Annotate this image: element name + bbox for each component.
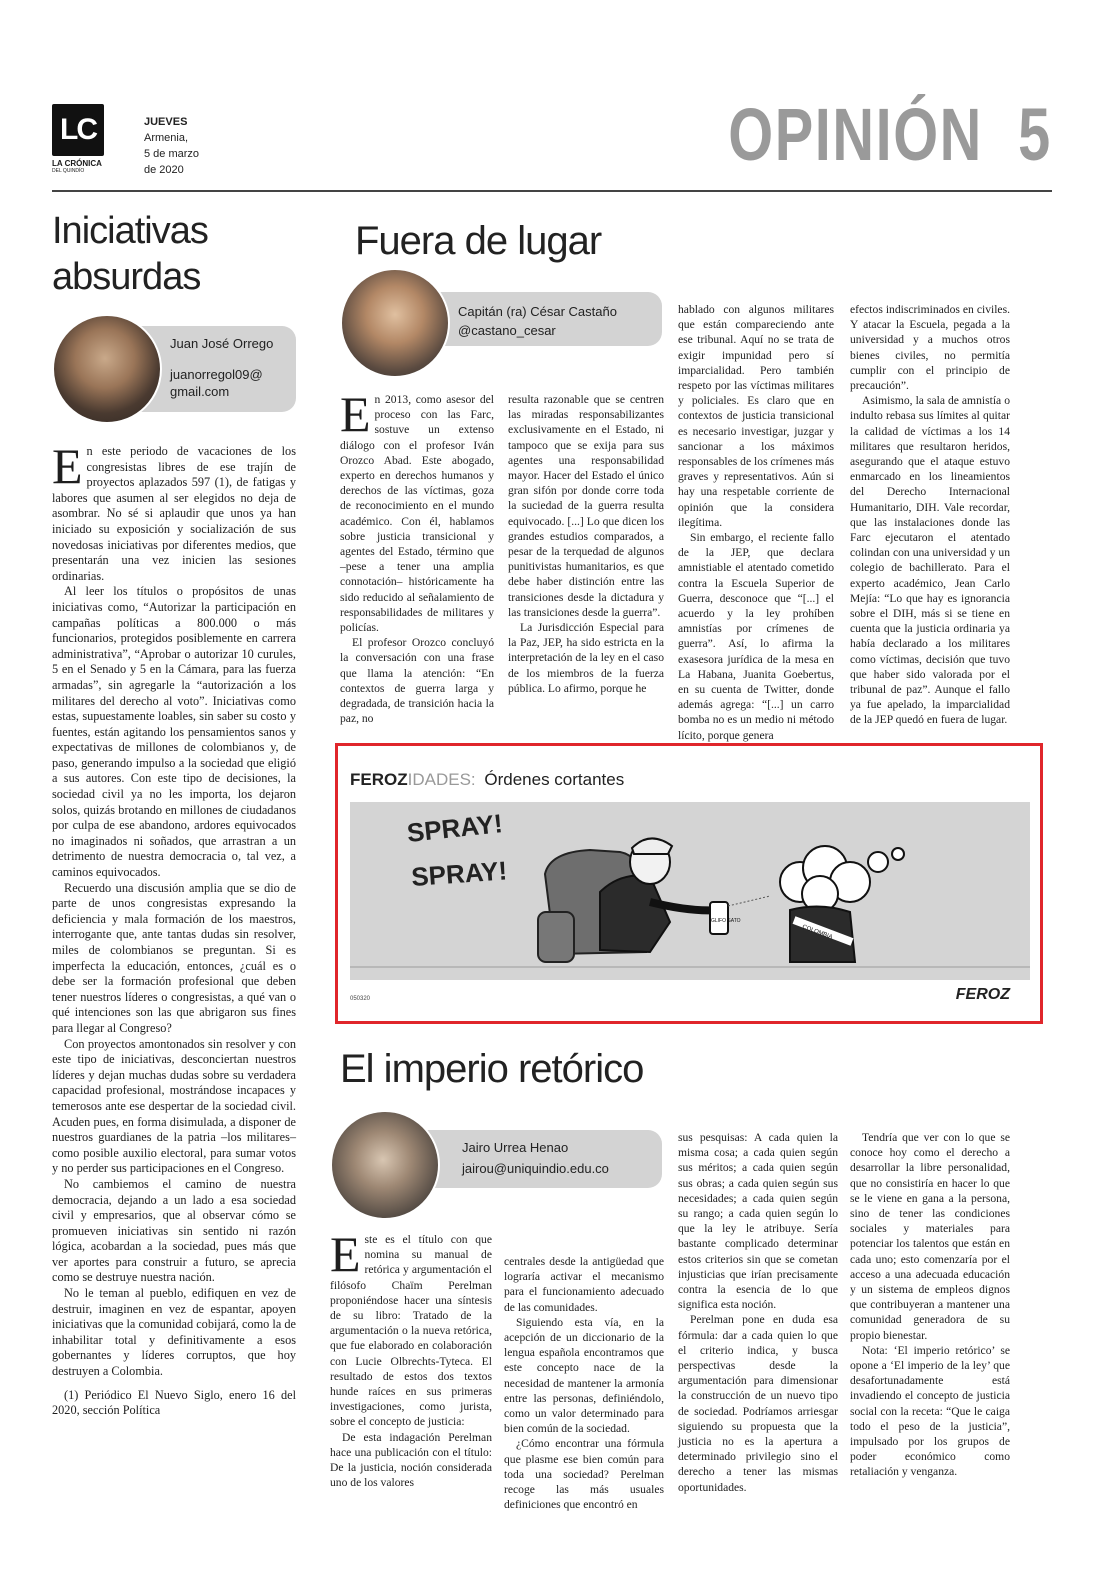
drop-cap: E [340,386,371,442]
author-photo [340,268,450,378]
drop-cap: E [52,438,83,494]
article-column-3 [678,302,834,743]
spray-bottle-label: GLIFO SATO [711,918,741,924]
author-email-line-2: gmail.com [170,384,230,399]
paragraph: Nota: ‘El imperio retórico’ se opone a ‘El imperio de la ley’ que desafortunadamente está invadiendo el concepto de justicia social con la receta: “Que le caiga todo el peso de la justicia”, impulsado por los grupos de poder económico como retaliación y venganza. [850,1343,1010,1479]
paragraph: Al leer los títulos o propósitos de unas iniciativas como, “Autorizar la participación en campañas políticas a 800.000 o más funcionarios, protegidos posiblemente en carrera administrativa”, “Aprobar o autorizar 10 curules, 5 en el Senado y 5 en la Cámara, para las fuerza armadas”, sin agregarle la “autorización a los militares del derecho al voto”. Iniciativas como estas, supuestamente loables, sin saber su costo y fuentes, están agitando los pensamientos sanos y expectativas de millones de colombianos y, de paso, generando impulso a la sociedad que eligió a sus autores. Con este tipo de decisiones, la sociedad civil ya no les importa, los dejaron solos, quizás brotando en millones de ciudadanos por culpa de ese abandono, ardores equivocados no imaginados ni soñados, que arrastran a un detrimento de nuestra democracia o, tal vez, a caminos equivocados. [52,584,296,880]
paragraph: En este periodo de vacaciones de los congresistas libres de ese trajín de proyectos aplazados 597 (1), de fatigas y labores que asumen al ser elegidos no deja de asombrar. No sé si aplaudir que unos ya han iniciado su exposición y socialización de sus novedosas iniciativas por diferentes medios, que presentarán una vez inicien las sesiones ordinarias. [52,438,296,583]
paragraph: De esta indagación Perelman hace una publicación con el título: De la justicia, noción considerada uno de los valores [330,1430,492,1490]
article-column-2 [504,1254,664,1512]
paragraph: Perelman pone en duda esa fórmula: dar a cada quien lo que el criterio indica, y busca perspectivas desde la argumentación para dimensionar la construcción de un nuevo tipo de sociedad. Podríamos arriesgar siguiendo su propuesta que la justicia no es la apertura a determinado privilegio sino el derecho a tener las mismas oportunidades. [678,1313,838,1494]
speech-spray-2: SPRAY! [410,855,509,892]
paragraph: Tendría que ver con lo que se conoce hoy como el derecho a desarrollar la libre personalidad, que no consistiría en hacer lo que se le viene en gana a la persona, sino de tener las condiciones sociales y materiales para potenciar los talentos que están en cada uno; esto comenzaría por el acceso a una adecuada educación y un sistema de empleos dignos que contribuyeran a mantener una comunidad generadora de su propio bienestar. [850,1131,1010,1342]
cartoon-caption: Órdenes cortantes [484,770,625,789]
cartoon-code: 050320 [350,996,371,1002]
article-body [52,438,296,1419]
cartoon-title [350,770,624,790]
cartoon-label-bold: FEROZ [350,770,408,789]
paragraph: centrales desde la antigüedad que lograría activar el mecanismo para el funcionamiento adecuado de las comunidades. [504,1255,664,1314]
dateline-day: JUEVES [144,116,188,128]
cartoon-label-light: IDADES: [407,770,476,789]
section-title: OPINIÓN 5 [728,93,1052,176]
author-block [330,1110,662,1220]
article-column-1 [330,1226,492,1490]
cartoon-frame [335,743,1043,1024]
article-title [52,208,296,300]
author-email-line-1: juanorregol09@ [170,367,263,382]
cartoonist-signature: FEROZ [955,986,1010,1003]
paragraph: hablado con algunos militares que están compareciendo ante ese tribunal. Aquí no se trata de exigir impunidad pero sí imparcialidad. Pero también respeto por las víctimas militares y policiales. Es claro que en contextos de justicia transicional es necesario investigar, juzgar y sancionar a los máximos responsables de los crímenes más graves y representativos. Aún si hay una respetable corriente de opinión que la considera ilegítima. [678,303,834,529]
article-column-4 [850,1130,1010,1480]
dateline-date-1: 5 de marzo [144,148,200,160]
article-iniciativas-absurdas [52,208,296,1419]
drop-cap: E [330,1226,361,1282]
author-block [340,268,662,378]
paragraph: Este es el título con que nomina su manual de retórica y argumentación el filósofo Chaïm Perelman proponiéndose hacer una síntesis de su libro: Tratado de la argumentación o la nueva retórica, que fue elaborado en colaboración con Lucie Olbrechts-Tyteca. El resultado de estos dos textos hunde raíces en sus primeras investigaciones, como jurista, sobre el concepto de justicia: [330,1226,492,1429]
dateline-date-2: de 2020 [144,164,184,176]
dateline-city: Armenia, [144,132,189,144]
article-column-4 [850,302,1010,728]
article-title: El imperio retórico [340,1047,644,1091]
paragraph: Siguiendo esta vía, en la acepción de un diccionario de la lengua española encontramos que este concepto nace de la necesidad de mantener la armonía entre las personas, definiéndolo, como un valor determinado para bien común de la sociedad. [504,1315,664,1436]
author-photo [330,1110,440,1220]
logo-name: LA CRÓNICA [52,159,102,168]
author-block [52,314,296,424]
paragraph: No cambiemos el camino de nuestra democracia, dejando a un lado a esa sociedad civil y empresarios, que al observar cómo se promueven iniciativas sin sentido ni razón lógica, acobardan a la sociedad, pues más que ver aportes para construir a futuro, se aprecia como se destruye nuestra nación. [52,1176,296,1285]
author-name: Juan José Orrego [170,336,274,351]
sash-label: COLOMBIA [801,924,834,941]
author-handle[interactable]: @castano_cesar [458,323,556,338]
paragraph: Asimismo, la sala de amnistía o indulto rebasa sus límites al quitar la calidad de víctimas a los 14 militares que resultaron heridos, asegurando que el ataque estuvo enmarcado en los lineamientos del Derecho Internacional Humanitario, DIH. Vale recordar, que las instalaciones donde las Farc ejecutaron el atentado colindan con una universidad y un colegio de bachillerato. Para el experto académico, Jean Carlo Mejía: “Lo que hay es ignorancia sobre el DIH, más si se tiene en cuenta que la justicia ordinaria ya había declarado a los militares como víctimas, decisión que tuvo que haber sido valorada por el tribunal de paz”. Aunque el fallo ya fue apelado, la imparcialidad de la JEP quedó en fuera de lugar. [850,394,1010,727]
author-name: Capitán (ra) César Castaño [458,304,617,319]
paragraph: En 2013, como asesor del proceso con las Farc, sostuve un extenso diálogo con el profesor Iván Orozco Abad. Este abogado, experto en derechos humanos y derechos de las víctimas, goza de reconocimiento en el mundo académico. Con él, hablamos sobre justicia transicional y agentes del Estado, término que –pese a tener una amplia connotación– históricamente ha sido reducido al señalamiento de responsabilidades de militares y policías. [340,386,494,635]
footnote: (1) Periódico El Nuevo Siglo, enero 16 del 2020, sección Política [52,1387,296,1418]
paragraph: No le teman al pueblo, edifiquen en vez de destruir, imaginen en vez de espantar, apoyen iniciativas que la comunidad cobijará, como la de inhabilitar total y definitivamente a esos gobernantes y líderes corruptos, que hoy destruyen a Colombia. [52,1286,296,1379]
article-column-2 [508,392,664,696]
author-name: Jairo Urrea Henao [462,1140,569,1155]
article-column-3 [678,1130,838,1495]
paragraph: resulta razonable que se centren las miradas responsabilizantes exclusivamente en el Estado, ni tampoco que se exija para sus agentes una responsabilidad mayor. Hacer del Estado el único gran sifón por donde corre toda la suciedad de la guerra resulta equivocado. [...] Lo que dicen los grandes estudios comparados, a pesar de la terquedad de algunos punitivistas humanitarios, es que debe haber distinción entre las transiciones desde la dictadura y las transiciones desde la guerra”. [508,393,664,619]
paragraph: sus pesquisas: A cada quien la misma cosa; a cada quien según sus méritos; a cada quien según sus obras; a cada quien según sus necesidades; a cada quien según su rango; a cada quien según lo que la ley le atribuye. Sería bastante complicado determinar estos criterios sin que se cometan injusticias que irían precisamente contra la esencia de lo que significa esta noción. [678,1131,838,1312]
paragraph: Recuerdo una discusión amplia que se dio de parte de unos congresistas expresando la deficiencia y mala formación de los maestros, interrogante que, ante tantas dudas sin resolver, miles de colombianos se preguntan. Si es imperfecta la educación, entonces, ¿cuál es o debe ser la formación profesional que deben tener nuestros líderes o congresistas, a qué van o qué intenciones son las que abrigaron sus fines para llegar al Congreso? [52,880,296,1035]
armchair-arm [538,912,574,962]
logo-subtitle: DEL QUINDÍO [52,168,85,174]
author-email[interactable] [170,366,263,400]
speech-spray-1: SPRAY! [405,808,504,848]
masthead [52,93,1052,192]
author-email[interactable]: jairou@uniquindio.edu.co [462,1161,609,1176]
article-title: Fuera de lugar [355,219,602,263]
paragraph: ¿Cómo encontrar una fórmula que plasme ese bien común para toda una sociedad? Perelman recoge las más usuales definiciones que encontró en [504,1437,664,1512]
paragraph: Sin embargo, el reciente fallo de la JEP, que declara amnistiable el atentado cometido contra la Escuela Superior de Guerra, desconoce que “[...] el acuerdo y la ley prohíben amnistías por crímenes de guerra”. Así, lo afirma la exasesora jurídica de la mesa en La Habana, Juanita Goebertus, en su cuenta de Twitter, donde además agrega: “[...] un carro bomba no es un medio ni método lícito, porque genera [678,531,834,742]
dateline [144,114,199,178]
article-title-line-1: Iniciativas [52,210,208,252]
paragraph: La Jurisdicción Especial para la Paz, JEP, ha sido estricta en la interpretación de la ley en el caso de los miembros de la fuerza pública. Lo afirmo, porque he [508,621,664,695]
article-title-line-2: absurdas [52,256,201,298]
logo-letters: LC [52,104,104,156]
paragraph: Con proyectos amontonados sin resolver y con este tipo de iniciativas, desconciertan nuestros líderes y dejan muchas dudas sobre su verdadera capacidad profesional, mostrándose incapaces y temerosos ante ese despertar de la sociedad civil. Acuden pues, en forma disimulada, a disponer de nuestros guardianes de la patria –los militares– como posible auxilio electoral, para sumar votos y no perder sus participaciones en el Congreso. [52,1036,296,1176]
newspaper-logo[interactable] [52,104,114,174]
paragraph: El profesor Orozco concluyó la conversación con una frase que llama la atención: “En contextos de guerra larga y degradada, de transición hacia la paz, no [340,636,494,726]
cartoon-illustration [350,802,1030,980]
author-photo [52,314,162,424]
paragraph: efectos indiscriminados en civiles. Y atacar la Escuela, pegada a la universidad y a muchos otros bienes civiles, no permitía cumplir con el principio de precaución”. [850,303,1010,393]
article-column-1 [340,386,494,726]
